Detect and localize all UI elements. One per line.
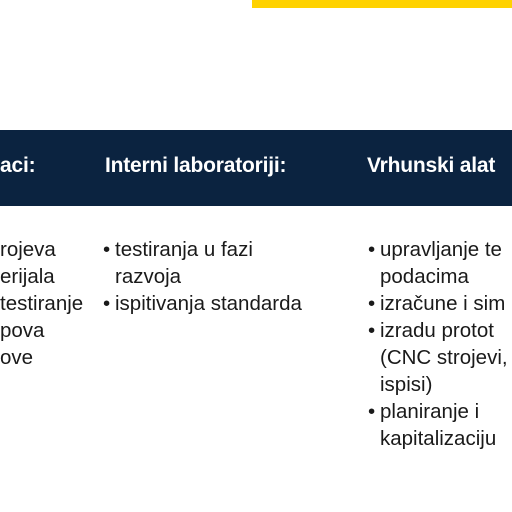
column-1-title: aci:	[0, 154, 36, 177]
column-1-line: testiranje	[0, 292, 84, 315]
list-item-line: ispisi)	[380, 373, 433, 396]
list-item	[368, 290, 508, 317]
column-3-list	[368, 236, 508, 452]
column-1-line: rojeva	[0, 238, 56, 261]
list-item-line: izračune i sim	[380, 292, 506, 315]
column-1-line: erijala	[0, 265, 55, 288]
column-3-title: Vrhunski alat	[367, 154, 496, 177]
column-3-body	[368, 236, 508, 452]
list-item	[103, 290, 302, 317]
accent-bar	[252, 0, 512, 8]
bullet: •	[103, 292, 111, 315]
list-item	[368, 398, 508, 452]
list-item-line: podacima	[380, 265, 469, 288]
column-1-line: pova	[0, 319, 45, 342]
bullet: •	[368, 319, 376, 342]
list-item-line: (CNC strojevi,	[380, 346, 508, 369]
bullet: •	[103, 238, 111, 261]
column-1-line: ove	[0, 346, 34, 369]
list-item	[103, 236, 302, 290]
column-2-list	[103, 236, 302, 317]
list-item	[368, 317, 508, 398]
list-item-line: izradu protot	[380, 319, 494, 342]
list-item-line: testiranja u fazi	[115, 238, 253, 261]
column-2-body	[103, 236, 302, 317]
column-2-title: Interni laboratoriji:	[105, 154, 287, 177]
list-item-line: kapitalizaciju	[380, 427, 497, 450]
bullet: •	[368, 400, 376, 423]
list-item-line: planiranje i	[380, 400, 480, 423]
column-1-body	[0, 236, 83, 371]
list-item-line: upravljanje te	[380, 238, 502, 261]
list-item	[368, 236, 508, 290]
list-item-line: razvoja	[115, 265, 182, 288]
list-item-line: ispitivanja standarda	[115, 292, 302, 315]
bullet: •	[368, 292, 376, 315]
bullet: •	[368, 238, 376, 261]
